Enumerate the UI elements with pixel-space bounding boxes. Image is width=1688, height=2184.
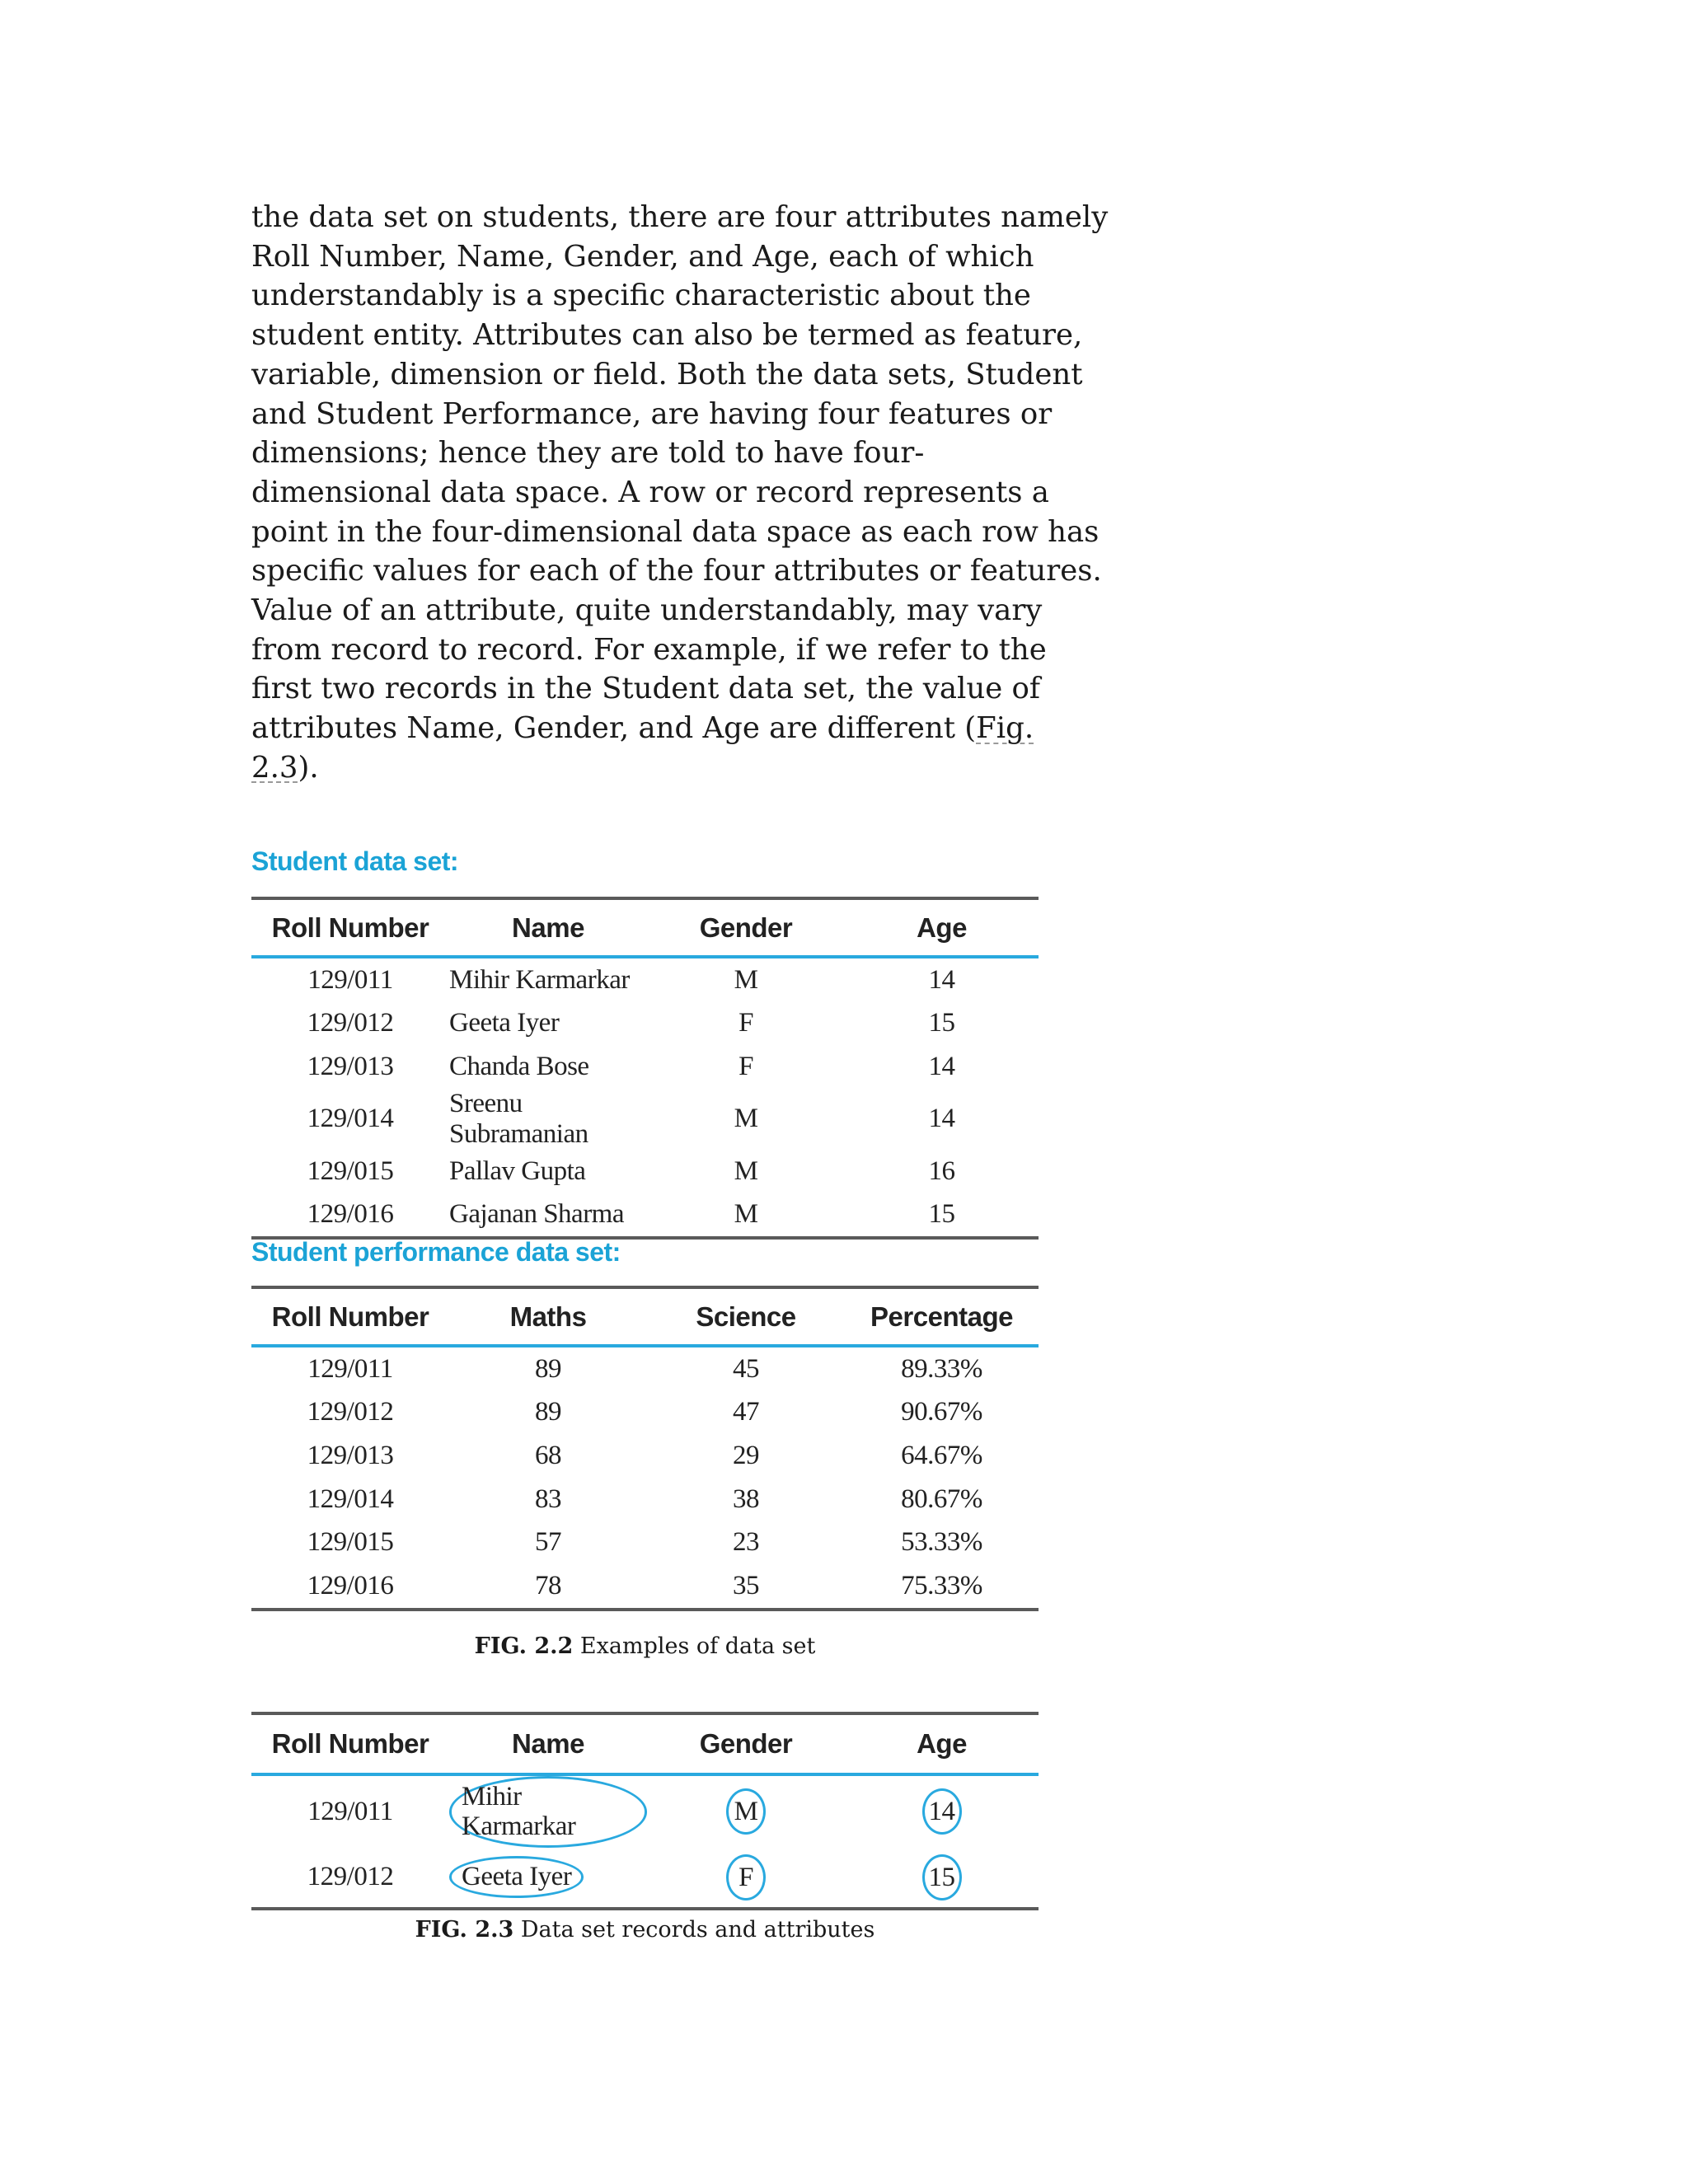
figure-caption-text: Examples of data set xyxy=(573,1633,816,1659)
cell: 129/016 xyxy=(307,1570,394,1601)
table-header-row xyxy=(251,1287,1039,1346)
cell: 14 xyxy=(928,1051,955,1081)
figure-link-part2[interactable]: 2.3 xyxy=(251,750,298,785)
table-header-row xyxy=(251,1713,1039,1774)
table-row xyxy=(251,1150,1039,1193)
performance-table xyxy=(251,1286,1039,1611)
circled-value: F xyxy=(726,1854,766,1900)
cell: Pallav Gupta xyxy=(449,1155,586,1186)
cell: F xyxy=(738,1008,753,1038)
cell: M xyxy=(734,1155,758,1186)
line-prefix: attributes Name, Gender, and Age are different ( xyxy=(251,711,977,746)
paragraph-line: the data set on students, there are four attributes namely xyxy=(251,200,1109,234)
cell: 90.67% xyxy=(901,1397,982,1427)
cell xyxy=(449,1848,647,1909)
paragraph-line: point in the four-dimensional data space as each row has xyxy=(251,514,1100,549)
paragraph-line: first two records in the Student data set, the value of xyxy=(251,672,1041,706)
cell: M xyxy=(734,1199,758,1230)
table-row xyxy=(251,1478,1039,1521)
cell xyxy=(647,1848,845,1909)
table-row xyxy=(251,1391,1039,1435)
table-row xyxy=(251,1521,1039,1564)
table-row xyxy=(251,1434,1039,1478)
cell: 15 xyxy=(928,1199,955,1230)
cell: 47 xyxy=(733,1397,759,1427)
cell: 80.67% xyxy=(901,1483,982,1514)
paragraph-line: specific values for each of the four attributes or features. xyxy=(251,554,1102,588)
table-row xyxy=(251,957,1039,1002)
column-header: Name xyxy=(449,898,647,957)
cell: Mihir Karmarkar xyxy=(449,964,630,995)
student-table-title: Student data set: xyxy=(251,846,459,876)
records-table xyxy=(251,1712,1039,1910)
cell: 78 xyxy=(535,1570,561,1601)
paragraph-line xyxy=(251,709,1043,748)
paragraph-line: variable, dimension or field. Both the data sets, Student xyxy=(251,357,1083,391)
table-row xyxy=(251,1045,1039,1089)
cell: 23 xyxy=(733,1527,759,1558)
column-header: Name xyxy=(449,1713,647,1774)
cell xyxy=(845,1774,1039,1848)
cell: 129/011 xyxy=(307,1796,393,1826)
column-header: Science xyxy=(647,1287,845,1346)
table-row xyxy=(251,1193,1039,1238)
column-header: Maths xyxy=(449,1287,647,1346)
cell: 57 xyxy=(535,1527,561,1558)
cell: Geeta Iyer xyxy=(449,1008,560,1038)
cell: 14 xyxy=(928,1104,955,1134)
paragraph-line: dimensional data space. A row or record represents a xyxy=(251,475,1049,509)
cell: 83 xyxy=(535,1483,561,1514)
cell: 14 xyxy=(928,964,955,995)
table-header-row xyxy=(251,898,1039,957)
cell: Chanda Bose xyxy=(449,1051,589,1081)
column-header: Age xyxy=(845,898,1039,957)
cell: 35 xyxy=(733,1570,759,1601)
cell xyxy=(449,1774,647,1848)
column-header: Roll Number xyxy=(251,1287,449,1346)
cell: 129/011 xyxy=(307,1353,393,1384)
cell: 129/014 xyxy=(307,1104,394,1134)
column-header: Percentage xyxy=(845,1287,1039,1346)
column-header: Gender xyxy=(647,1713,845,1774)
paragraph-line: dimensions; hence they are told to have four- xyxy=(251,436,925,471)
cell: Gajanan Sharma xyxy=(449,1199,624,1230)
table-row xyxy=(251,1002,1039,1046)
cell: 38 xyxy=(733,1483,759,1514)
table-row xyxy=(251,1564,1039,1610)
cell: 129/014 xyxy=(307,1483,394,1514)
circled-value: M xyxy=(726,1788,766,1835)
paragraph-line: and Student Performance, are having four features or xyxy=(251,396,1053,431)
circled-value: 15 xyxy=(922,1854,962,1900)
cell: 15 xyxy=(928,1008,955,1038)
column-header: Gender xyxy=(647,898,845,957)
circled-value: Mihir Karmarkar xyxy=(449,1776,647,1848)
cell: 16 xyxy=(928,1155,955,1186)
cell: M xyxy=(734,964,758,995)
cell: 89.33% xyxy=(901,1353,982,1384)
paragraph-line: student entity. Attributes can also be termed as feature, xyxy=(251,318,1083,353)
table-row xyxy=(251,1346,1039,1391)
page xyxy=(251,198,1109,1943)
table-row xyxy=(251,1089,1039,1150)
cell: 89 xyxy=(535,1397,561,1427)
cell: 89 xyxy=(535,1353,561,1384)
figure-label: FIG. 2.3 xyxy=(415,1917,514,1943)
cell xyxy=(647,1774,845,1848)
column-header: Roll Number xyxy=(251,898,449,957)
paragraph-line: understandably is a specific characteristic about the xyxy=(251,279,1031,313)
cell xyxy=(845,1848,1039,1909)
cell: 64.67% xyxy=(901,1440,982,1470)
table-row xyxy=(251,1848,1039,1909)
cell: F xyxy=(738,1051,753,1081)
cell: 129/011 xyxy=(307,964,393,995)
cell: 29 xyxy=(733,1440,759,1470)
cell: 129/012 xyxy=(307,1397,394,1427)
line-suffix: ). xyxy=(298,750,319,785)
figure-caption-2-3 xyxy=(251,1917,1039,1943)
cell: 129/012 xyxy=(307,1008,394,1038)
cell: 129/015 xyxy=(307,1527,394,1558)
performance-table-title: Student performance data set: xyxy=(251,1237,621,1267)
cell: 129/013 xyxy=(307,1440,394,1470)
body-paragraph xyxy=(251,198,1109,788)
cell: 75.33% xyxy=(901,1570,982,1601)
column-header: Roll Number xyxy=(251,1713,449,1774)
cell: 53.33% xyxy=(901,1527,982,1558)
circled-value: Geeta Iyer xyxy=(449,1856,584,1897)
figure-caption-text: Data set records and attributes xyxy=(513,1917,875,1943)
cell: 45 xyxy=(733,1353,759,1384)
paragraph-line: Value of an attribute, quite understandably, may vary xyxy=(251,593,1043,628)
paragraph-line: from record to record. For example, if we refer to the xyxy=(251,632,1047,667)
paragraph-line: Roll Number, Name, Gender, and Age, each of which xyxy=(251,239,1034,274)
figure-label: FIG. 2.2 xyxy=(474,1633,574,1659)
cell: 129/012 xyxy=(307,1862,394,1892)
circled-value: 14 xyxy=(922,1788,962,1835)
figure-caption-2-2 xyxy=(251,1633,1039,1659)
figure-link-part1[interactable]: Fig. xyxy=(976,711,1034,746)
cell: 129/016 xyxy=(307,1199,394,1230)
cell: M xyxy=(734,1104,758,1134)
student-table xyxy=(251,897,1039,1240)
paragraph-line xyxy=(251,748,1043,788)
column-header: Age xyxy=(845,1713,1039,1774)
cell: 129/015 xyxy=(307,1155,394,1186)
cell: 129/013 xyxy=(307,1051,394,1081)
cell: Sreenu Subramanian xyxy=(449,1088,588,1149)
cell: 68 xyxy=(535,1440,561,1470)
table-row xyxy=(251,1774,1039,1848)
